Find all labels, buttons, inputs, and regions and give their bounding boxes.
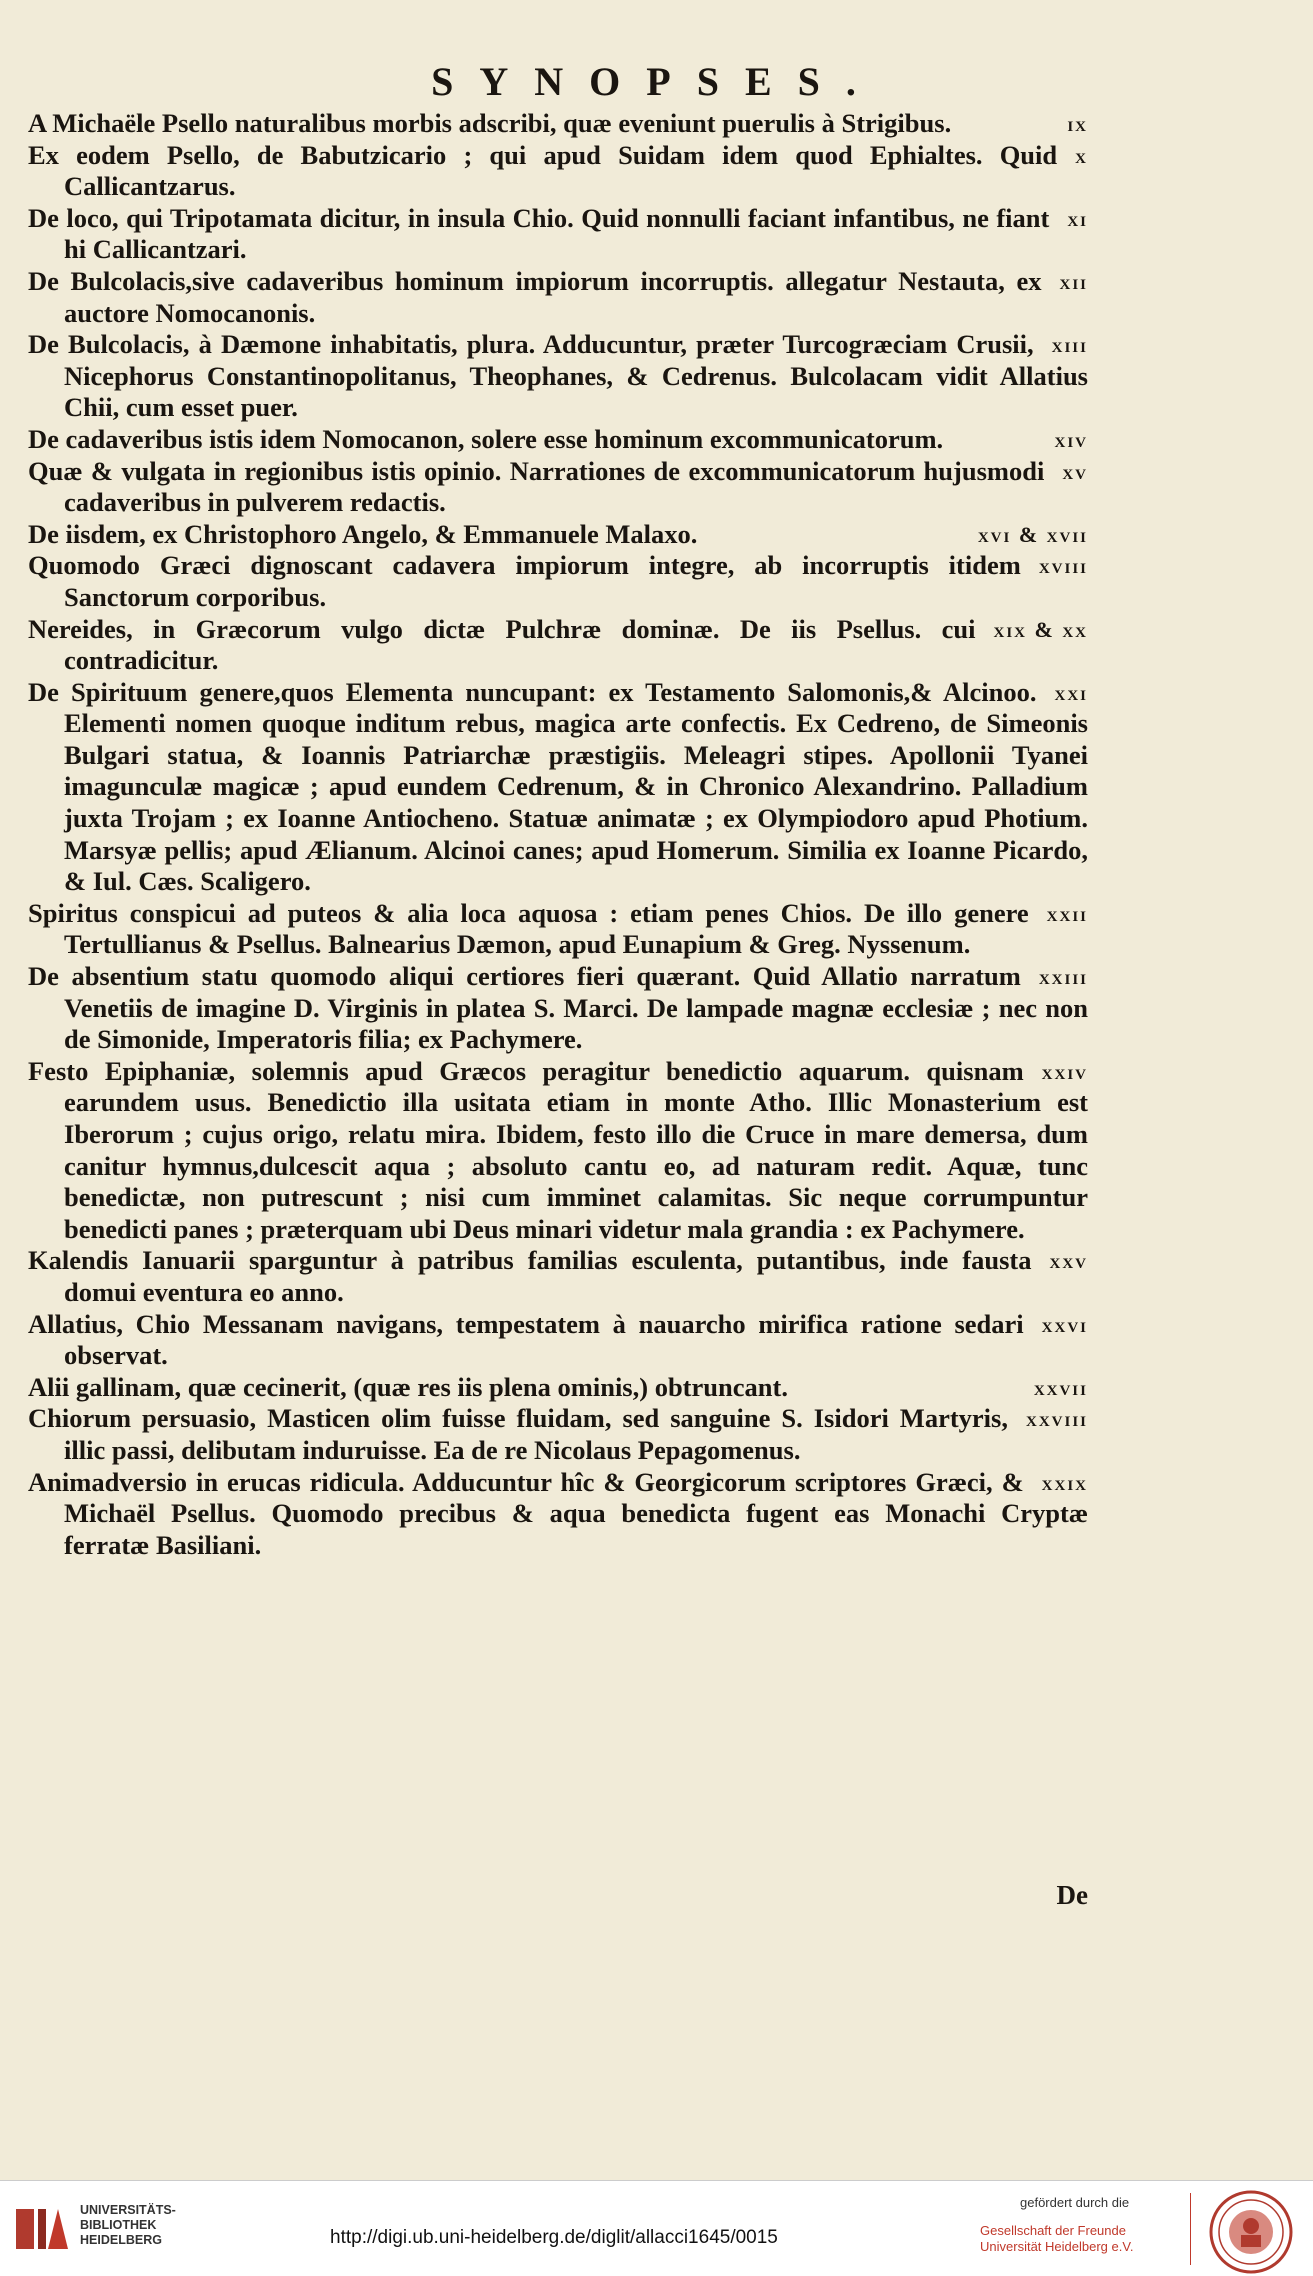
chapter-number: xvi & xvii (977, 521, 1088, 547)
library-name: UNIVERSITÄTS- BIBLIOTHEK HEIDELBERG (80, 2203, 176, 2247)
chapter-number: xi (1067, 205, 1088, 231)
list-item: xv Quæ & vulgata in regionibus istis opinio. Narrationes de excommunicatorum hujusmodi cadaveribus in pulverem redactis. (28, 455, 1088, 518)
chapter-number: xxvi (1041, 1311, 1088, 1337)
chapter-number: ix (1067, 111, 1088, 136)
list-item: x Ex eodem Psello, de Babutzicario ; qui apud Suidam idem quod Ephialtes. Quid Callicantzarus. (28, 139, 1088, 202)
sponsor-label: gefördert durch die (1020, 2195, 1130, 2210)
list-item: xix & xx Nereides, in Græcorum vulgo dictæ Pulchræ dominæ. De iis Psellus. cui contradicitur. (28, 613, 1088, 676)
chapter-number: xxviii (1025, 1406, 1088, 1432)
chapter-number: x (1075, 142, 1088, 168)
catchword: De (1056, 1880, 1088, 1910)
list-item: xxiii De absentium statu quomodo aliqui certiores fieri quærant. Quid Allatio narratum Venetiis de imagine D. Virginis in platea S. Marci. De lampade magnæ ecclesiæ ; nec non de Simonide, Imperatoris filia; ex Pachymere. (28, 961, 1088, 1055)
university-library-logo-icon (12, 2203, 72, 2253)
divider (1190, 2193, 1191, 2265)
permalink[interactable]: http://digi.ub.uni-heidelberg.de/diglit/allacci1645/0015 (330, 2227, 778, 2248)
chapter-number: xii (1059, 268, 1088, 294)
list-item: xvi & xvii De iisdem, ex Christophoro Angelo, & Emmanuele Malaxo. (28, 518, 1088, 549)
list-item: xiv De cadaveribus istis idem Nomocanon, solere esse hominum excommunicatorum. (28, 423, 1088, 454)
chapter-number: xv (1062, 458, 1088, 484)
chapter-number: xiv (1054, 426, 1088, 452)
chapter-number: xxiv (1041, 1058, 1088, 1084)
chapter-number: xxvii (1033, 1374, 1088, 1400)
sponsor-name: Gesellschaft der Freunde Universität Heidelberg e.V. (980, 2223, 1134, 2254)
list-item: xxii Spiritus conspicui ad puteos & alia loca aquosa : etiam penes Chios. De illo genere Tertullianus & Psellus. Balnearius Dæmon, apud Eunapium & Greg. Nyssenum. (28, 897, 1088, 960)
list-item: xxi De Spirituum genere,quos Elementa nuncupant: ex Testamento Salomonis,& Alcinoo. Elementi nomen quoque inditum rebus, magica arte confectis. Ex Cedreno, de Simeonis Bulgari statua, & Ioannis Patriarchæ præstigiis. Meleagri stipes. Apollonii Tyanei imagunculæ magicæ ; apud eundem Cedrenum, & in Chronico Alexandrino. Palladium juxta Trojam ; ex Ioanne Antiocheno. Statuæ animatæ ; ex Olympiodoro apud Photium. Marsyæ pellis; apud Ælianum. Alcinoi canes; apud Homerum. Similia ex Ioanne Picardo, & Iul. Cæs. Scaligero. (28, 676, 1088, 897)
list-item: xxviii Chiorum persuasio, Masticen olim fuisse fluidam, sed sanguine S. Isidori Martyris, illic passi, delibutam induruisse. Ea de re Nicolaus Pepagomenus. (28, 1403, 1088, 1465)
chapter-number: xiii (1051, 332, 1088, 358)
list-item: xxiv Festo Epiphaniæ, solemnis apud Græcos peragitur benedictio aquarum. quisnam earundem usus. Benedictio illa usitata etiam in monte Atho. Illic Monasterium est Iberorum ; cujus origo, relatu mira. Ibidem, festo illo die Cruce in mare demersa, dum canitur hymnus,dulcescit aqua ; absoluto cantu eo, ad naturam redit. Aquæ, tunc benedictæ, non putrescunt ; nisi cum imminet calamitas. Sic neque corrumpuntur benedicti panes ; præterquam ubi Deus minari videtur mala grandia : ex Pachymere. (28, 1055, 1088, 1244)
list-item: xi De loco, qui Tripotamata dicitur, in insula Chio. Quid nonnulli faciant infantibus, ne fiant hi Callicantzari. (28, 202, 1088, 265)
chapter-number: xxi (1054, 679, 1088, 705)
chapter-number: xxix (1041, 1469, 1088, 1495)
list-item: ix A Michaële Psello naturalibus morbis adscribi, quæ eveniunt puerulis à Strigibus. (28, 108, 1088, 138)
page-title: SYNOPSES. (431, 59, 882, 104)
university-seal-icon (1208, 2189, 1294, 2275)
chapter-number: xix & xx (993, 616, 1088, 642)
viewer-footer (0, 2180, 1313, 2276)
list-item: xiii De Bulcolacis, à Dæmone inhabitatis, plura. Adducuntur, præter Turcogræciam Crusii, Nicephorus Constantinopolitanus, Theophanes, & Cedrenus. Bulcolacam vidit Allatius Chii, cum esset puer. (28, 329, 1088, 423)
chapter-number: xxii (1046, 900, 1088, 926)
list-item: xxix Animadversio in erucas ridicula. Adducuntur hîc & Georgicorum scriptores Græci, & Michaël Psellus. Quomodo precibus & aqua benedicta fugent eas Monachi Cryptæ ferratæ Basiliani. (28, 1466, 1088, 1560)
list-item: xxvii Alii gallinam, quæ cecinerit, (quæ res iis plena ominis,) obtruncant. (28, 1371, 1088, 1402)
list-item: xii De Bulcolacis,sive cadaveribus hominum impiorum incorruptis. allegatur Nestauta, ex auctore Nomocanonis. (28, 265, 1088, 328)
list-item: xviii Quomodo Græci dignoscant cadavera impiorum integre, ab incorruptis itidem Sanctorum corporibus. (28, 550, 1088, 612)
list-item: xxvi Allatius, Chio Messanam navigans, tempestatem à nauarcho mirifica ratione sedari observat. (28, 1308, 1088, 1371)
chapter-number: xxv (1049, 1248, 1088, 1274)
chapter-number: xviii (1038, 553, 1088, 579)
list-item: xxv Kalendis Ianuarii sparguntur à patribus familias esculenta, putantibus, inde fausta domui eventura eo anno. (28, 1245, 1088, 1307)
chapter-number: xxiii (1038, 964, 1088, 990)
synopsis-list (28, 108, 1088, 1561)
